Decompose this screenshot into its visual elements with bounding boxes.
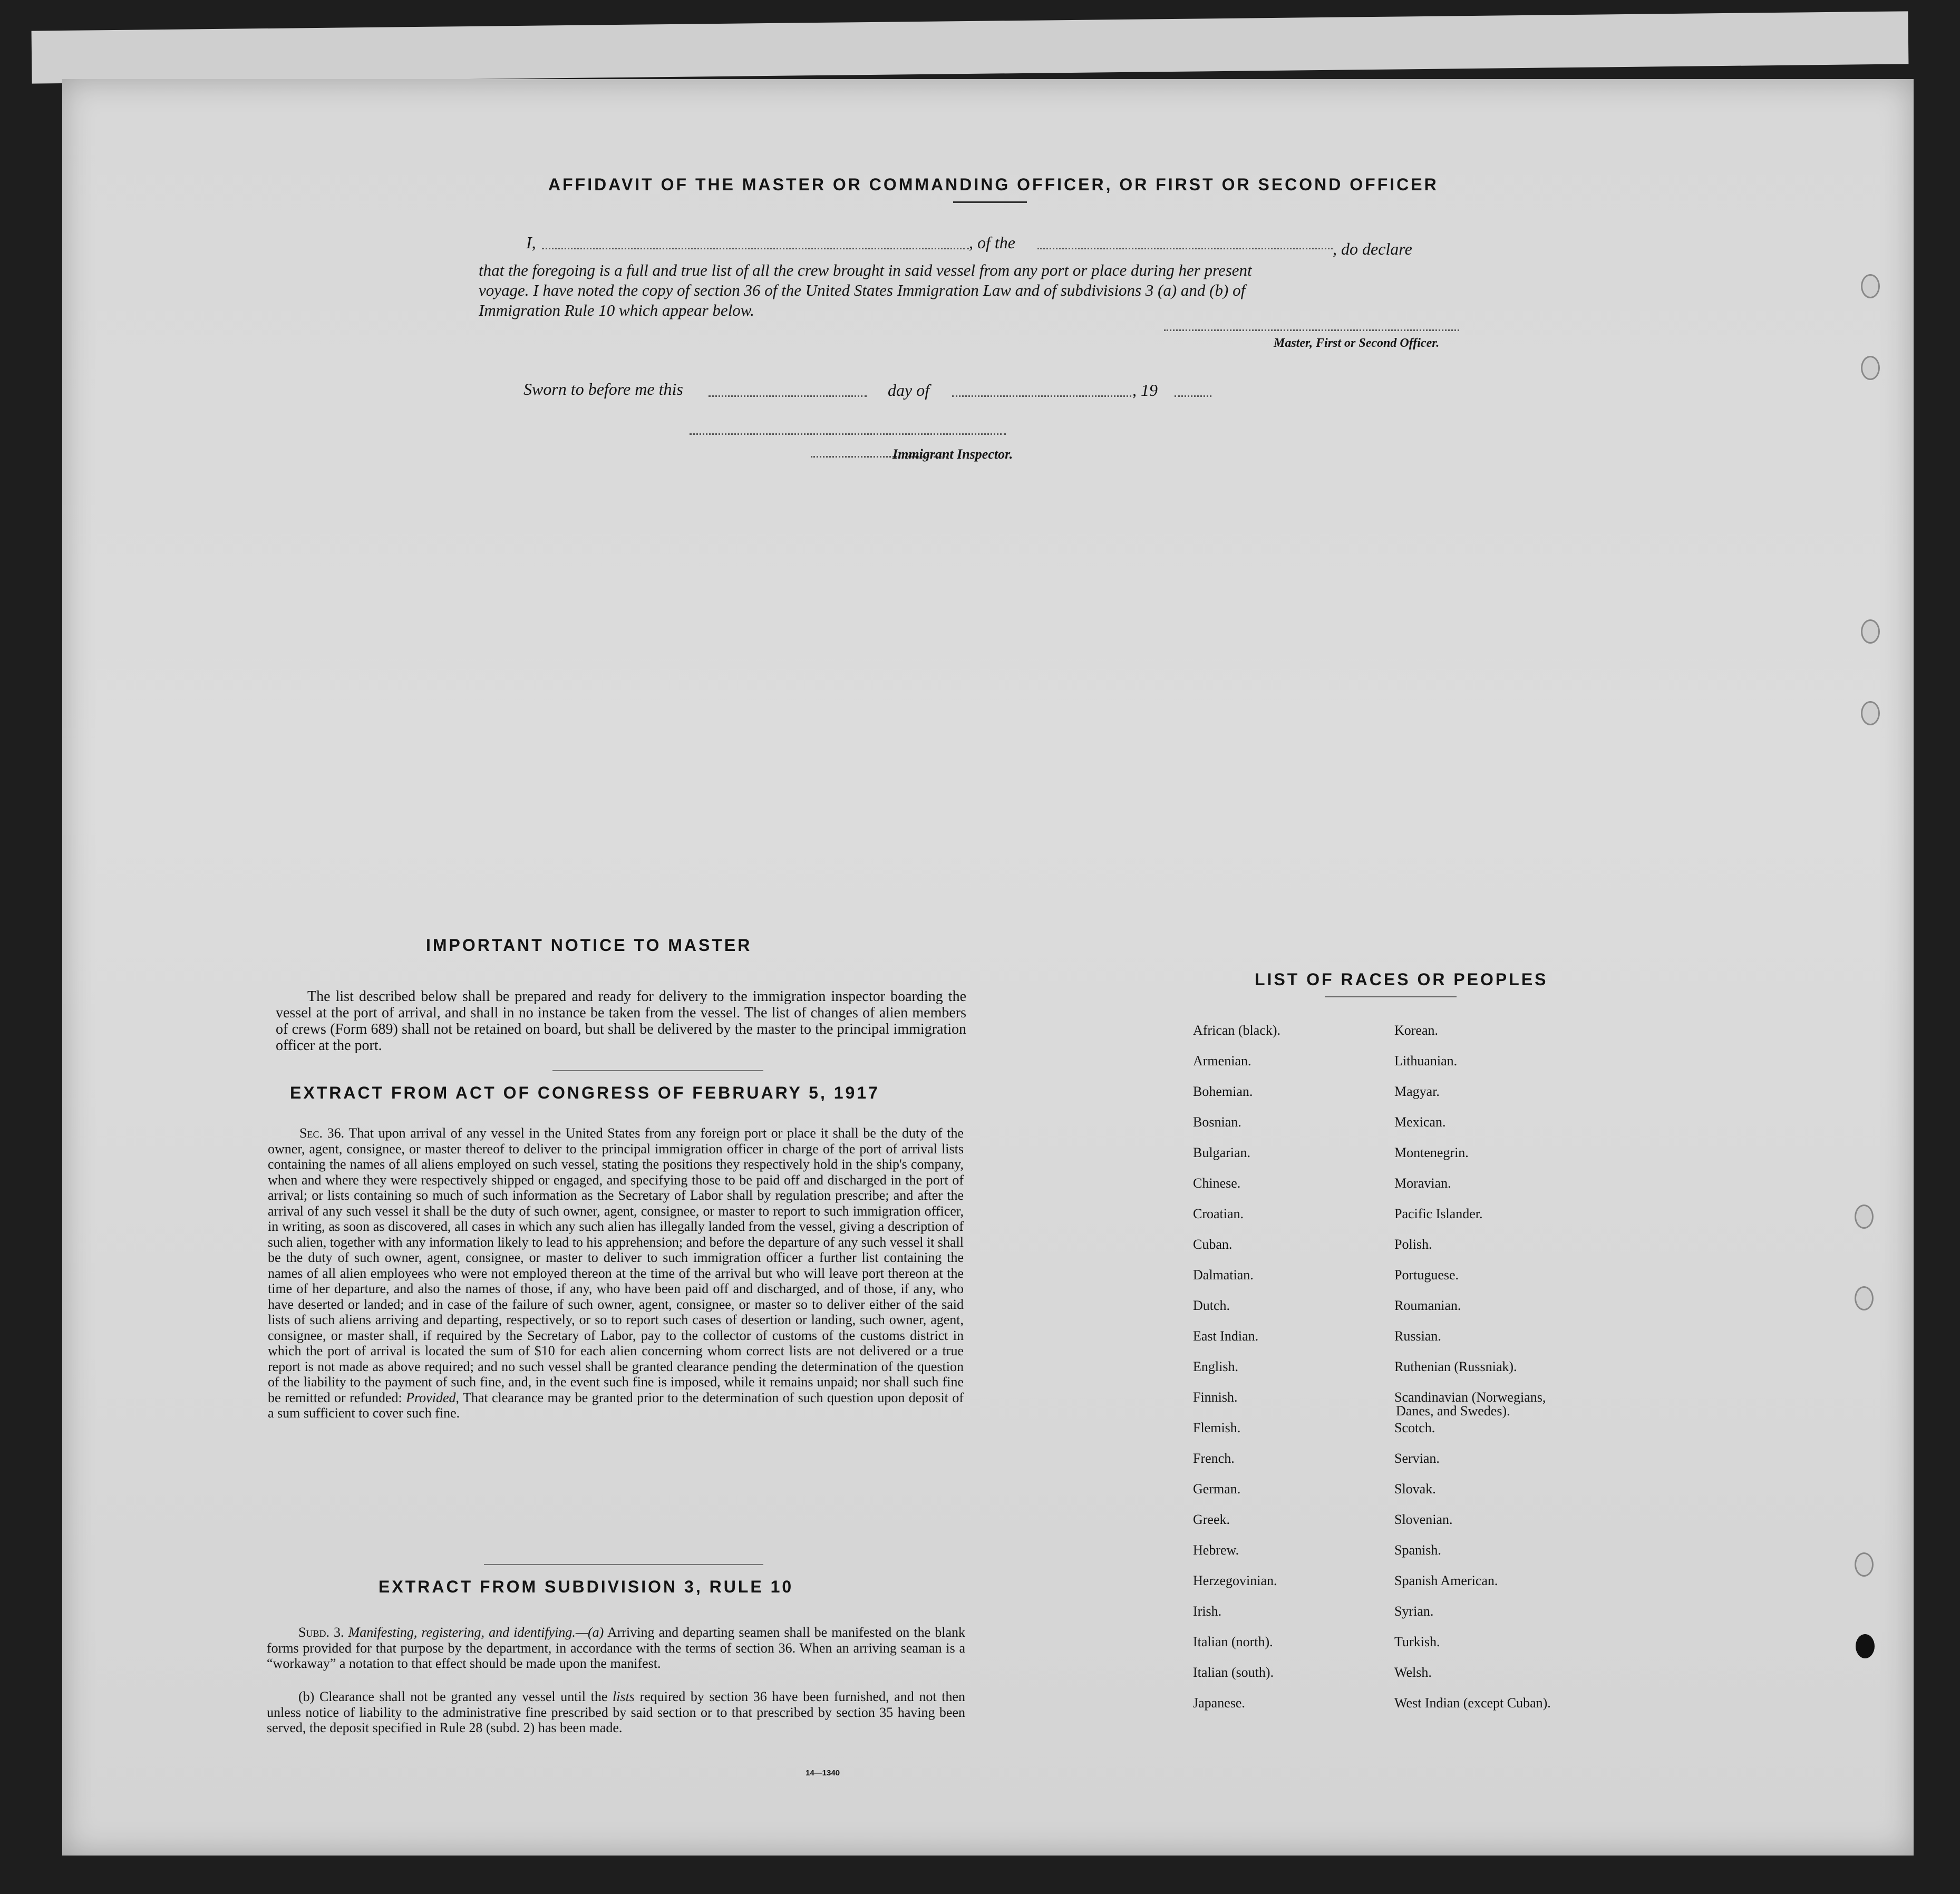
- inspector-signature-blank: [690, 433, 1006, 435]
- para-b-text-1: Clearance shall not be granted any vessel until the: [319, 1689, 608, 1704]
- race-item: Polish.: [1394, 1237, 1432, 1252]
- race-item: Korean.: [1394, 1023, 1439, 1038]
- title-underline: [953, 201, 1027, 203]
- race-item: African (black).: [1193, 1023, 1281, 1038]
- rule-extract-title: EXTRACT FROM SUBDIVISION 3, RULE 10: [379, 1577, 794, 1596]
- race-item: Turkish.: [1394, 1634, 1440, 1649]
- divider: [484, 1564, 763, 1565]
- name-blank: [542, 248, 969, 249]
- race-item: West Indian (except Cuban).: [1394, 1695, 1551, 1711]
- form-number: 14—1340: [806, 1769, 840, 1778]
- affidavit-title: AFFIDAVIT OF THE MASTER OR COMMANDING OFFICER, OR FIRST OR SECOND OFFICER: [548, 175, 1439, 194]
- binder-hole-icon: [1856, 1634, 1875, 1658]
- race-item: Italian (north).: [1193, 1634, 1273, 1649]
- race-item: Cuban.: [1193, 1237, 1233, 1252]
- section-36-text: That upon arrival of any vessel in the United States from any foreign port or place it shall be the duty of the owner, agent, consignee, or master thereof to deliver to the principal immigration officer in charge of the port of arrival lists containing the names of all aliens employed on such vessel, stating the positions they respectively hold in the ship's company, when and where they were respectively shipped or engaged, and specifying those to be paid off and discharged in the port of arrival; or lists containing so much of such information as the Secretary of Labor shall by regulation prescribe; and after the arrival of any such vessel it shall be the duty of such owner, agent, consignee, or master to report to such immigration officer, in writing, as soon as discovered, all cases in which any such alien has illegally landed from the vessel, giving a description of such alien, together with any information likely to lead to his apprehension; and before the departure of any such vessel it shall be the duty of such owner, agent, consignee, or master to deliver to such immigration officer a further list containing the names of all alien employees who were not employed thereon at the time of the arrival but who will leave port thereon at the time of her departure, and also the names of those, if any, who have been paid off and discharged, and of those, if any, who have deserted or landed; and in case of the failure of such owner, agent, consignee, or master so to deliver either of the said lists of such aliens arriving and departing, respectively, or so to report such cases of desertion or landing, such owner, agent, consignee, or master shall, if required by the Secretary of Labor, pay to the collector of customs of the customs district in which the port of arrival is located the sum of $10 for each alien concerning whom correct lists are not delivered or a true report is not made as above required; and no such vessel shall be granted clearance pending the determination of the question of the liability to the payment of such fine, and, in the event such fine is imposed, while it remains unpaid; nor shall such fine be remitted or refunded:: [268, 1125, 964, 1405]
- affidavit-of-the: , of the: [969, 233, 1015, 252]
- race-item: Magyar.: [1394, 1084, 1440, 1099]
- binder-hole-icon: [1861, 701, 1880, 725]
- vessel-blank: [1037, 248, 1333, 249]
- race-item: Dalmatian.: [1193, 1267, 1254, 1283]
- month-blank: [952, 395, 1131, 397]
- rule-para-a: [267, 1625, 965, 1672]
- race-item: English.: [1193, 1359, 1238, 1374]
- race-item: Herzegovinian.: [1193, 1573, 1277, 1588]
- race-item: Bosnian.: [1193, 1114, 1241, 1130]
- binder-hole-icon: [1861, 356, 1880, 380]
- day-blank: [709, 395, 867, 397]
- binder-hole-icon: [1855, 1552, 1874, 1577]
- race-item: Irish.: [1193, 1604, 1222, 1619]
- race-item: Montenegrin.: [1394, 1145, 1469, 1160]
- race-item: Mexican.: [1394, 1114, 1446, 1130]
- sworn-label: Sworn to before me this: [523, 380, 683, 399]
- affidavit-do-declare: , do declare: [1333, 239, 1412, 258]
- race-item: Scandinavian (Norwegians,: [1394, 1390, 1546, 1405]
- race-item: Servian.: [1394, 1451, 1440, 1466]
- race-item: Bulgarian.: [1193, 1145, 1251, 1160]
- subd-title: Manifesting, registering, and identifying.—(a): [348, 1625, 604, 1640]
- affidavit-line-4: Immigration Rule 10 which appear below.: [479, 301, 754, 319]
- race-item: East Indian.: [1193, 1328, 1259, 1344]
- race-item: Ruthenian (Russniak).: [1394, 1359, 1517, 1374]
- races-title: LIST OF RACES OR PEOPLES: [1255, 970, 1548, 989]
- race-item: Roumanian.: [1394, 1298, 1461, 1313]
- affidavit-line-2: that the foregoing is a full and true list of all the crew brought in said vessel from any port or place during her present: [479, 261, 1252, 279]
- subd-label: Subd. 3.: [298, 1625, 344, 1640]
- b-label: (b): [298, 1689, 315, 1704]
- divider: [552, 1070, 763, 1071]
- act-extract-title: EXTRACT FROM ACT OF CONGRESS OF FEBRUARY 5, 1917: [290, 1083, 880, 1102]
- race-item: Moravian.: [1394, 1176, 1451, 1191]
- section-36-text-end: That clearance may be granted prior to the determination of such question upon deposit of a sum sufficient to cover such fine.: [268, 1390, 964, 1421]
- para-a-text: Arriving and departing seamen shall be manifested on the blank forms provided for that purpose by the department, in accordance with the terms of section 36. When an arriving seaman is a “workaway” a notation to that effect should be made upon the manifest.: [267, 1625, 966, 1671]
- act-extract-text: [268, 1125, 964, 1421]
- race-item: German.: [1193, 1481, 1241, 1497]
- race-item: Italian (south).: [1193, 1665, 1274, 1680]
- race-item: Finnish.: [1193, 1390, 1238, 1405]
- race-item: Spanish.: [1394, 1542, 1441, 1558]
- race-item: Hebrew.: [1193, 1542, 1239, 1558]
- notice-title: IMPORTANT NOTICE TO MASTER: [426, 936, 752, 955]
- year-blank: [1175, 395, 1211, 397]
- race-item: Russian.: [1394, 1328, 1441, 1344]
- race-item: Slovak.: [1394, 1481, 1436, 1497]
- race-item: French.: [1193, 1451, 1235, 1466]
- race-item: Flemish.: [1193, 1420, 1241, 1435]
- affidavit-line-3: voyage. I have noted the copy of section 36 of the United States Immigration Law and of subdivisions 3 (a) and (b) of: [479, 281, 1246, 299]
- signature-label: Master, First or Second Officer.: [1274, 336, 1440, 350]
- notice-text: The list described below shall be prepared and ready for delivery to the immigration inspector boarding the vessel at the port of arrival, and shall in no instance be taken from the vessel. The list of changes of alien members of crews (Form 689) shall not be retained on board, but shall be delivered by the master to the principal immigration officer at the port.: [276, 988, 966, 1054]
- para-b-text-2: required by section 36 have been furnished, and not then unless notice of liability to the administrative fine prescribed by said section or to that prescribed by section 35 having been served, the deposit specified in Rule 28 (subd. 2) has been made.: [267, 1689, 965, 1735]
- race-item: Welsh.: [1394, 1665, 1432, 1680]
- binder-hole-icon: [1855, 1205, 1874, 1229]
- document-page: [62, 79, 1914, 1856]
- race-item: Pacific Islander.: [1394, 1206, 1483, 1221]
- affidavit-i: I,: [526, 233, 536, 252]
- binder-hole-icon: [1861, 274, 1880, 298]
- race-item: Armenian.: [1193, 1053, 1251, 1069]
- race-item: Slovenian.: [1394, 1512, 1453, 1527]
- lists-word: lists: [613, 1689, 635, 1704]
- binder-hole-icon: [1861, 619, 1880, 644]
- year-prefix: , 19: [1132, 381, 1158, 400]
- race-item: Portuguese.: [1394, 1267, 1459, 1283]
- race-item: Spanish American.: [1394, 1573, 1498, 1588]
- day-of-label: day of: [888, 381, 930, 400]
- race-item: Scotch.: [1394, 1420, 1435, 1435]
- provided-word: Provided,: [406, 1390, 459, 1405]
- race-item: Lithuanian.: [1394, 1053, 1458, 1069]
- inspector-label: Immigrant Inspector.: [892, 446, 1013, 462]
- race-item: Dutch.: [1193, 1298, 1230, 1313]
- divider: [1325, 996, 1457, 997]
- signature-blank: [1164, 329, 1459, 331]
- section-label: Sec. 36.: [299, 1125, 345, 1141]
- scandinavian-continued: Danes, and Swedes).: [1396, 1403, 1510, 1419]
- race-item: Bohemian.: [1193, 1084, 1253, 1099]
- race-item: Croatian.: [1193, 1206, 1244, 1221]
- race-item: Japanese.: [1193, 1695, 1245, 1711]
- binder-hole-icon: [1855, 1286, 1874, 1310]
- race-item: Syrian.: [1394, 1604, 1434, 1619]
- rule-para-b: [267, 1689, 965, 1736]
- race-item: Chinese.: [1193, 1176, 1241, 1191]
- race-item: Greek.: [1193, 1512, 1230, 1527]
